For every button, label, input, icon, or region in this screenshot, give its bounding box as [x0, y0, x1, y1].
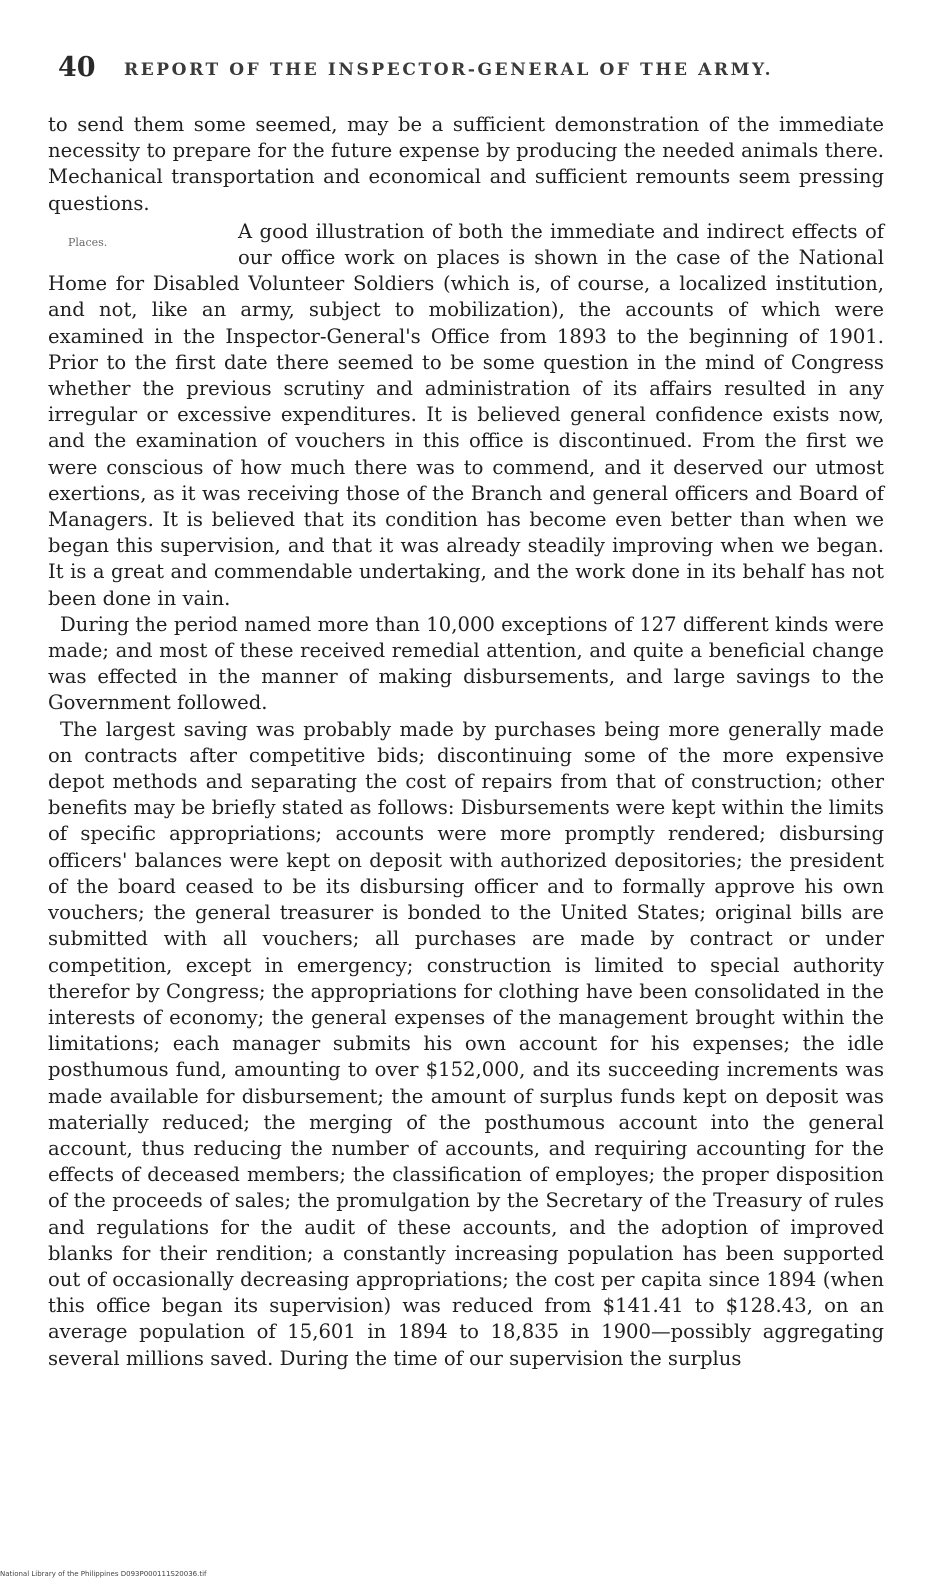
paragraph-remounts: to send them some seemed, may be a sufficient demonstration of the immediate necessity to prepare for the future expense by producing the needed animals there. Mechanical transportation and economical and sufficient remounts seem pressing questions. [48, 113, 884, 215]
paragraph-exceptions: During the period named more than 10,000 exceptions of 127 different kinds were made; and most of these received remedial attention, and quite a beneficial change was effected in the manner of making disbursements, and large savings to the Government followed. [48, 612, 884, 715]
page-header [58, 52, 888, 88]
margin-note-places-label: Places. [68, 235, 108, 249]
paragraph-savings: The largest saving was probably made by purchases being more generally made on contracts after competitive bids; discontinuing some of the more expensive depot methods and separating the cost of repairs from that of construction; other benefits may be briefly stated as follows: Disbursements were kept within the limits of specific appropriations; accounts were more promptly rendered; disbursing officers' balances were kept on deposit with authorized depositories; the president of the board ceased to be its disbursing officer and to formally approve his own vouchers; the general treasurer is bonded to the United States; original bills are submitted with all vouchers; all purchases are made by contract or under competition, except in emergency; construction is limited to special authority therefor by Congress; the appropriations for clothing have been consolidated in the interests of economy; the general expenses of the management brought within the limitations; each manager submits his own account for his expenses; the idle posthumous fund, amounting to over $152,000, and its succeeding increments was made available for disbursement; the amount of surplus funds kept on deposit was materially reduced; the merging of the posthumous account into the general account, thus reducing the number of accounts, and requiring accounting for the effects of deceased members; the classification of employes; the proper disposition of the proceeds of sales; the promulgation by the Secretary of the Treasury of rules and regulations for the audit of these accounts, and the adoption of improved blanks for their rendition; a constantly increasing population has been supported out of occasionally decreasing appropriations; the cost per capita since 1894 (when this office began its supervision) was reduced from $141.41 to $128.43, on an average population of 15,601 in 1894 to 18,835 in 1900—possibly aggregating several millions saved. During the time of our supervision the surplus [48, 717, 884, 1370]
paragraph-places: A good illustration of both the immediate and indirect effects of our office work on places is shown in the case of the National Home for Disabled Volunteer Soldiers (which is, of course, a localized institution, and not, like an army, subject to mobilization), the accounts of which were examined in the Inspector-General's Office from 1893 to the beginning of 1901. Prior to the first date there seemed to be some question in the mind of Congress whether the previous scrutiny and administration of its affairs resulted in any irregular or excessive expenditures. It is believed general confidence exists now, and the examination of vouchers in this office is discontinued. From the first we were conscious of how much there was to commend, and it deserved our utmost exertions, as it was receiving those of the Branch and general officers and Board of Managers. It is believed that its condition has become even better than when we began this supervision, and that it was already steadily improving when we began. It is a great and commendable undertaking, and the work done in its behalf has not been done in vain. [48, 219, 884, 610]
running-title: REPORT OF THE INSPECTOR-GENERAL OF THE ARMY. [124, 60, 774, 80]
body-text [48, 112, 884, 1372]
margin-note-places [48, 217, 238, 269]
page-number: 40 [58, 52, 96, 83]
scan-source-footer: National Library of the Philippines D093P000111S20036.tif [0, 1570, 207, 1578]
